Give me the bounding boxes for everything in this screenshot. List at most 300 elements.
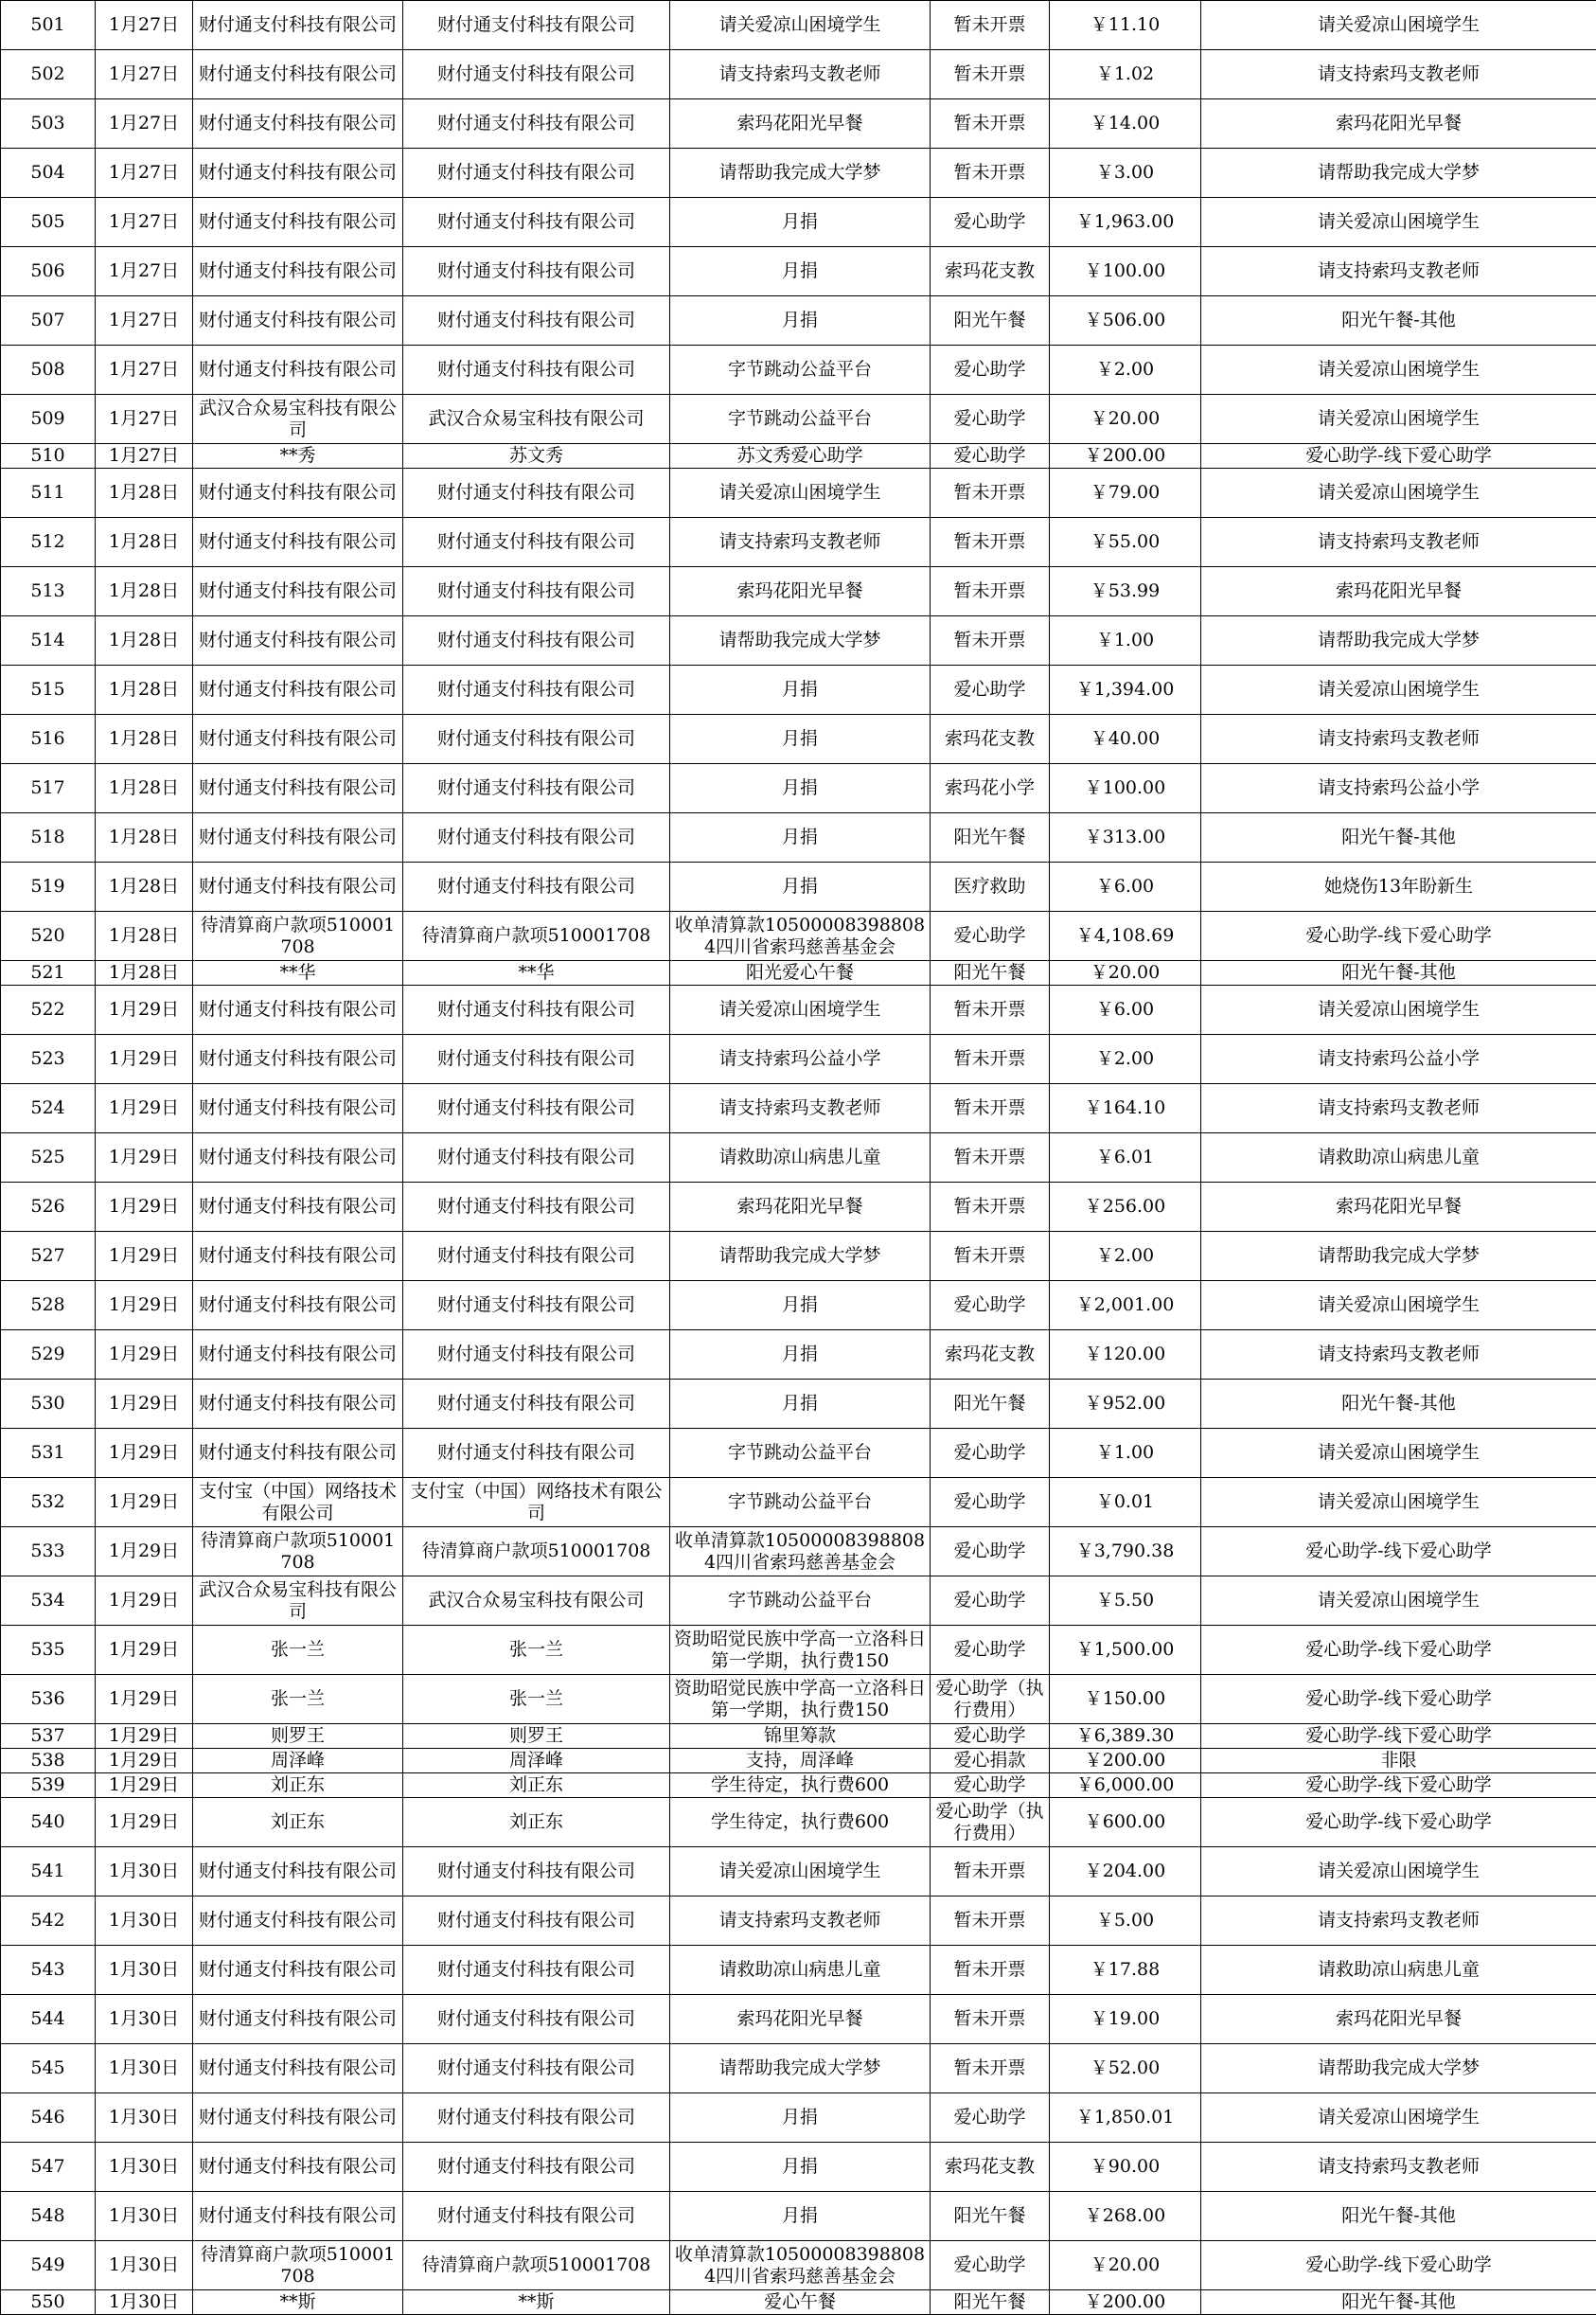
payer-cell: 财付通支付科技有限公司	[193, 2093, 403, 2143]
project-cell: 暂未开票	[931, 1, 1050, 50]
project-cell: 阳光午餐	[931, 296, 1050, 346]
account-name-cell: 财付通支付科技有限公司	[403, 1429, 670, 1478]
purpose-cell: 爱心助学-线下爱心助学	[1201, 1626, 1596, 1675]
memo-cell: 苏文秀爱心助学	[670, 444, 931, 469]
date-cell: 1月29日	[96, 1478, 193, 1527]
purpose-cell: 请支持索玛支教老师	[1201, 50, 1596, 99]
memo-cell: 请关爱凉山困境学生	[670, 1, 931, 50]
table-row	[1, 444, 1596, 469]
table-row	[1, 2192, 1596, 2241]
amount-cell: ￥256.00	[1050, 1183, 1201, 1232]
amount-cell: ￥6,389.30	[1050, 1724, 1201, 1749]
payer-cell: 武汉合众易宝科技有限公司	[193, 395, 403, 444]
amount-cell: ￥204.00	[1050, 1847, 1201, 1897]
row-number-cell: 542	[1, 1897, 96, 1946]
memo-cell: 学生待定，执行费600	[670, 1773, 931, 1798]
memo-cell: 月捐	[670, 2192, 931, 2241]
table-row	[1, 1675, 1596, 1724]
purpose-cell: 请支持索玛支教老师	[1201, 1084, 1596, 1133]
amount-cell: ￥20.00	[1050, 395, 1201, 444]
account-name-cell: 财付通支付科技有限公司	[403, 1133, 670, 1183]
memo-cell: 请关爱凉山困境学生	[670, 1847, 931, 1897]
purpose-cell: 请关爱凉山困境学生	[1201, 2093, 1596, 2143]
amount-cell: ￥2,001.00	[1050, 1281, 1201, 1330]
date-cell: 1月27日	[96, 198, 193, 247]
account-name-cell: 财付通支付科技有限公司	[403, 50, 670, 99]
row-number-cell: 524	[1, 1084, 96, 1133]
purpose-cell: 请帮助我完成大学梦	[1201, 1232, 1596, 1281]
amount-cell: ￥150.00	[1050, 1675, 1201, 1724]
amount-cell: ￥5.50	[1050, 1576, 1201, 1626]
purpose-cell: 请帮助我完成大学梦	[1201, 616, 1596, 666]
row-number-cell: 527	[1, 1232, 96, 1281]
memo-cell: 请关爱凉山困境学生	[670, 986, 931, 1035]
payer-cell: 财付通支付科技有限公司	[193, 666, 403, 715]
memo-cell: 月捐	[670, 1380, 931, 1429]
row-number-cell: 529	[1, 1330, 96, 1380]
memo-cell: 请关爱凉山困境学生	[670, 469, 931, 518]
date-cell: 1月28日	[96, 912, 193, 961]
date-cell: 1月27日	[96, 247, 193, 296]
amount-cell: ￥20.00	[1050, 961, 1201, 986]
payer-cell: 财付通支付科技有限公司	[193, 296, 403, 346]
row-number-cell: 549	[1, 2241, 96, 2290]
memo-cell: 字节跳动公益平台	[670, 1478, 931, 1527]
row-number-cell: 513	[1, 567, 96, 616]
date-cell: 1月28日	[96, 863, 193, 912]
memo-cell: 锦里筹款	[670, 1724, 931, 1749]
date-cell: 1月29日	[96, 986, 193, 1035]
amount-cell: ￥2.00	[1050, 1035, 1201, 1084]
purpose-cell: 请关爱凉山困境学生	[1201, 1, 1596, 50]
project-cell: 暂未开票	[931, 567, 1050, 616]
payer-cell: 财付通支付科技有限公司	[193, 1946, 403, 1995]
memo-cell: 月捐	[670, 764, 931, 813]
row-number-cell: 544	[1, 1995, 96, 2044]
date-cell: 1月30日	[96, 2241, 193, 2290]
date-cell: 1月27日	[96, 346, 193, 395]
date-cell: 1月29日	[96, 1749, 193, 1773]
project-cell: 爱心助学	[931, 912, 1050, 961]
memo-cell: 学生待定，执行费600	[670, 1798, 931, 1847]
project-cell: 爱心助学	[931, 1429, 1050, 1478]
row-number-cell: 533	[1, 1527, 96, 1576]
amount-cell: ￥313.00	[1050, 813, 1201, 863]
ledger-body	[1, 1, 1596, 2315]
memo-cell: 资助昭觉民族中学高一立洛科日 第一学期，执行费150	[670, 1626, 931, 1675]
date-cell: 1月29日	[96, 1183, 193, 1232]
payer-cell: 财付通支付科技有限公司	[193, 567, 403, 616]
purpose-cell: 阳光午餐-其他	[1201, 2192, 1596, 2241]
account-name-cell: 财付通支付科技有限公司	[403, 1995, 670, 2044]
account-name-cell: 财付通支付科技有限公司	[403, 1035, 670, 1084]
table-row	[1, 2093, 1596, 2143]
amount-cell: ￥3,790.38	[1050, 1527, 1201, 1576]
account-name-cell: 财付通支付科技有限公司	[403, 1330, 670, 1380]
row-number-cell: 503	[1, 99, 96, 149]
memo-cell: 请支持索玛公益小学	[670, 1035, 931, 1084]
date-cell: 1月28日	[96, 518, 193, 567]
row-number-cell: 512	[1, 518, 96, 567]
row-number-cell: 538	[1, 1749, 96, 1773]
account-name-cell: 财付通支付科技有限公司	[403, 99, 670, 149]
memo-cell: 月捐	[670, 296, 931, 346]
memo-cell: 收单清算款105000083988084四川省索玛慈善基金会	[670, 2241, 931, 2290]
amount-cell: ￥3.00	[1050, 149, 1201, 198]
row-number-cell: 543	[1, 1946, 96, 1995]
project-cell: 暂未开票	[931, 99, 1050, 149]
account-name-cell: 支付宝（中国）网络技术有限公司	[403, 1478, 670, 1527]
date-cell: 1月30日	[96, 1897, 193, 1946]
purpose-cell: 请救助凉山病患儿童	[1201, 1133, 1596, 1183]
purpose-cell: 请关爱凉山困境学生	[1201, 1576, 1596, 1626]
purpose-cell: 索玛花阳光早餐	[1201, 567, 1596, 616]
payer-cell: 则罗王	[193, 1724, 403, 1749]
project-cell: 爱心助学	[931, 1773, 1050, 1798]
amount-cell: ￥40.00	[1050, 715, 1201, 764]
amount-cell: ￥17.88	[1050, 1946, 1201, 1995]
amount-cell: ￥1,850.01	[1050, 2093, 1201, 2143]
table-row	[1, 149, 1596, 198]
project-cell: 爱心助学（执行费用）	[931, 1798, 1050, 1847]
payer-cell: 财付通支付科技有限公司	[193, 50, 403, 99]
row-number-cell: 514	[1, 616, 96, 666]
payer-cell: 财付通支付科技有限公司	[193, 1, 403, 50]
account-name-cell: 周泽峰	[403, 1749, 670, 1773]
payer-cell: 刘正东	[193, 1798, 403, 1847]
payer-cell: 财付通支付科技有限公司	[193, 1995, 403, 2044]
memo-cell: 请支持索玛支教老师	[670, 50, 931, 99]
date-cell: 1月29日	[96, 1626, 193, 1675]
amount-cell: ￥952.00	[1050, 1380, 1201, 1429]
project-cell: 索玛花支教	[931, 1330, 1050, 1380]
purpose-cell: 请关爱凉山困境学生	[1201, 346, 1596, 395]
date-cell: 1月28日	[96, 715, 193, 764]
row-number-cell: 545	[1, 2044, 96, 2093]
project-cell: 爱心助学	[931, 1626, 1050, 1675]
payer-cell: 财付通支付科技有限公司	[193, 198, 403, 247]
account-name-cell: **斯	[403, 2290, 670, 2315]
project-cell: 暂未开票	[931, 50, 1050, 99]
row-number-cell: 550	[1, 2290, 96, 2315]
table-row	[1, 2044, 1596, 2093]
memo-cell: 请帮助我完成大学梦	[670, 1232, 931, 1281]
account-name-cell: 刘正东	[403, 1773, 670, 1798]
account-name-cell: 财付通支付科技有限公司	[403, 1897, 670, 1946]
account-name-cell: 财付通支付科技有限公司	[403, 149, 670, 198]
account-name-cell: 财付通支付科技有限公司	[403, 1380, 670, 1429]
project-cell: 暂未开票	[931, 1084, 1050, 1133]
purpose-cell: 爱心助学-线下爱心助学	[1201, 1675, 1596, 1724]
purpose-cell: 爱心助学-线下爱心助学	[1201, 1798, 1596, 1847]
table-row	[1, 1330, 1596, 1380]
date-cell: 1月30日	[96, 1946, 193, 1995]
row-number-cell: 546	[1, 2093, 96, 2143]
payer-cell: 张一兰	[193, 1675, 403, 1724]
account-name-cell: 财付通支付科技有限公司	[403, 616, 670, 666]
payer-cell: 财付通支付科技有限公司	[193, 247, 403, 296]
row-number-cell: 520	[1, 912, 96, 961]
payer-cell: 刘正东	[193, 1773, 403, 1798]
date-cell: 1月30日	[96, 2093, 193, 2143]
date-cell: 1月30日	[96, 2290, 193, 2315]
amount-cell: ￥1.00	[1050, 616, 1201, 666]
account-name-cell: 财付通支付科技有限公司	[403, 1084, 670, 1133]
payer-cell: 财付通支付科技有限公司	[193, 518, 403, 567]
row-number-cell: 526	[1, 1183, 96, 1232]
date-cell: 1月27日	[96, 50, 193, 99]
payer-cell: 财付通支付科技有限公司	[193, 2143, 403, 2192]
row-number-cell: 531	[1, 1429, 96, 1478]
date-cell: 1月28日	[96, 616, 193, 666]
purpose-cell: 爱心助学-线下爱心助学	[1201, 912, 1596, 961]
purpose-cell: 请关爱凉山困境学生	[1201, 1429, 1596, 1478]
project-cell: 爱心助学	[931, 1281, 1050, 1330]
account-name-cell: 财付通支付科技有限公司	[403, 1183, 670, 1232]
table-row	[1, 1281, 1596, 1330]
account-name-cell: 财付通支付科技有限公司	[403, 715, 670, 764]
table-row	[1, 1773, 1596, 1798]
payer-cell: 待清算商户款项510001708	[193, 1527, 403, 1576]
date-cell: 1月29日	[96, 1527, 193, 1576]
amount-cell: ￥200.00	[1050, 1749, 1201, 1773]
row-number-cell: 536	[1, 1675, 96, 1724]
project-cell: 暂未开票	[931, 1995, 1050, 2044]
amount-cell: ￥14.00	[1050, 99, 1201, 149]
table-row	[1, 1724, 1596, 1749]
row-number-cell: 532	[1, 1478, 96, 1527]
amount-cell: ￥53.99	[1050, 567, 1201, 616]
purpose-cell: 请支持索玛公益小学	[1201, 764, 1596, 813]
account-name-cell: 张一兰	[403, 1626, 670, 1675]
date-cell: 1月29日	[96, 1281, 193, 1330]
table-row	[1, 961, 1596, 986]
amount-cell: ￥6.01	[1050, 1133, 1201, 1183]
memo-cell: 月捐	[670, 247, 931, 296]
table-row	[1, 296, 1596, 346]
amount-cell: ￥164.10	[1050, 1084, 1201, 1133]
purpose-cell: 请支持索玛支教老师	[1201, 518, 1596, 567]
memo-cell: 索玛花阳光早餐	[670, 99, 931, 149]
row-number-cell: 509	[1, 395, 96, 444]
project-cell: 暂未开票	[931, 2044, 1050, 2093]
row-number-cell: 528	[1, 1281, 96, 1330]
row-number-cell: 518	[1, 813, 96, 863]
account-name-cell: 苏文秀	[403, 444, 670, 469]
table-row	[1, 247, 1596, 296]
amount-cell: ￥20.00	[1050, 2241, 1201, 2290]
memo-cell: 字节跳动公益平台	[670, 346, 931, 395]
purpose-cell: 非限	[1201, 1749, 1596, 1773]
table-row	[1, 395, 1596, 444]
account-name-cell: 待清算商户款项510001708	[403, 912, 670, 961]
table-row	[1, 99, 1596, 149]
row-number-cell: 537	[1, 1724, 96, 1749]
date-cell: 1月27日	[96, 1, 193, 50]
project-cell: 暂未开票	[931, 1232, 1050, 1281]
date-cell: 1月29日	[96, 1380, 193, 1429]
project-cell: 索玛花支教	[931, 715, 1050, 764]
memo-cell: 请支持索玛支教老师	[670, 518, 931, 567]
project-cell: 爱心助学	[931, 666, 1050, 715]
row-number-cell: 547	[1, 2143, 96, 2192]
payer-cell: 财付通支付科技有限公司	[193, 1035, 403, 1084]
memo-cell: 月捐	[670, 666, 931, 715]
date-cell: 1月28日	[96, 961, 193, 986]
table-row	[1, 1, 1596, 50]
project-cell: 暂未开票	[931, 1133, 1050, 1183]
project-cell: 爱心助学	[931, 346, 1050, 395]
table-row	[1, 1527, 1596, 1576]
row-number-cell: 516	[1, 715, 96, 764]
payer-cell: 财付通支付科技有限公司	[193, 2192, 403, 2241]
amount-cell: ￥6.00	[1050, 863, 1201, 912]
project-cell: 暂未开票	[931, 1946, 1050, 1995]
account-name-cell: 刘正东	[403, 1798, 670, 1847]
account-name-cell: **华	[403, 961, 670, 986]
table-row	[1, 2143, 1596, 2192]
date-cell: 1月27日	[96, 99, 193, 149]
amount-cell: ￥120.00	[1050, 1330, 1201, 1380]
row-number-cell: 506	[1, 247, 96, 296]
date-cell: 1月30日	[96, 1847, 193, 1897]
payer-cell: 财付通支付科技有限公司	[193, 1232, 403, 1281]
date-cell: 1月30日	[96, 2044, 193, 2093]
table-row	[1, 1035, 1596, 1084]
row-number-cell: 523	[1, 1035, 96, 1084]
purpose-cell: 请支持索玛支教老师	[1201, 715, 1596, 764]
memo-cell: 月捐	[670, 1330, 931, 1380]
payer-cell: 待清算商户款项510001708	[193, 912, 403, 961]
table-row	[1, 1995, 1596, 2044]
date-cell: 1月30日	[96, 1995, 193, 2044]
account-name-cell: 财付通支付科技有限公司	[403, 863, 670, 912]
purpose-cell: 爱心助学-线下爱心助学	[1201, 1724, 1596, 1749]
project-cell: 爱心助学	[931, 2241, 1050, 2290]
account-name-cell: 财付通支付科技有限公司	[403, 1847, 670, 1897]
purpose-cell: 阳光午餐-其他	[1201, 1380, 1596, 1429]
memo-cell: 月捐	[670, 813, 931, 863]
amount-cell: ￥100.00	[1050, 247, 1201, 296]
amount-cell: ￥52.00	[1050, 2044, 1201, 2093]
row-number-cell: 504	[1, 149, 96, 198]
date-cell: 1月29日	[96, 1675, 193, 1724]
project-cell: 爱心助学	[931, 1527, 1050, 1576]
date-cell: 1月28日	[96, 567, 193, 616]
memo-cell: 索玛花阳光早餐	[670, 1995, 931, 2044]
purpose-cell: 请支持索玛支教老师	[1201, 1330, 1596, 1380]
account-name-cell: 财付通支付科技有限公司	[403, 666, 670, 715]
purpose-cell: 爱心助学-线下爱心助学	[1201, 2241, 1596, 2290]
memo-cell: 资助昭觉民族中学高一立洛科日 第一学期，执行费150	[670, 1675, 931, 1724]
table-row	[1, 1084, 1596, 1133]
memo-cell: 请救助凉山病患儿童	[670, 1946, 931, 1995]
date-cell: 1月29日	[96, 1330, 193, 1380]
account-name-cell: 则罗王	[403, 1724, 670, 1749]
project-cell: 医疗救助	[931, 863, 1050, 912]
date-cell: 1月29日	[96, 1724, 193, 1749]
table-row	[1, 1576, 1596, 1626]
project-cell: 暂未开票	[931, 149, 1050, 198]
row-number-cell: 519	[1, 863, 96, 912]
account-name-cell: 财付通支付科技有限公司	[403, 1281, 670, 1330]
date-cell: 1月29日	[96, 1035, 193, 1084]
row-number-cell: 510	[1, 444, 96, 469]
purpose-cell: 请关爱凉山困境学生	[1201, 469, 1596, 518]
payer-cell: 财付通支付科技有限公司	[193, 813, 403, 863]
account-name-cell: 财付通支付科技有限公司	[403, 2044, 670, 2093]
account-name-cell: 武汉合众易宝科技有限公司	[403, 1576, 670, 1626]
amount-cell: ￥200.00	[1050, 2290, 1201, 2315]
row-number-cell: 540	[1, 1798, 96, 1847]
payer-cell: 财付通支付科技有限公司	[193, 715, 403, 764]
payer-cell: 财付通支付科技有限公司	[193, 346, 403, 395]
amount-cell: ￥1,500.00	[1050, 1626, 1201, 1675]
purpose-cell: 索玛花阳光早餐	[1201, 99, 1596, 149]
account-name-cell: 武汉合众易宝科技有限公司	[403, 395, 670, 444]
purpose-cell: 请支持索玛支教老师	[1201, 2143, 1596, 2192]
amount-cell: ￥1,963.00	[1050, 198, 1201, 247]
table-row	[1, 518, 1596, 567]
account-name-cell: 财付通支付科技有限公司	[403, 1, 670, 50]
memo-cell: 月捐	[670, 715, 931, 764]
project-cell: 阳光午餐	[931, 2290, 1050, 2315]
payer-cell: 财付通支付科技有限公司	[193, 616, 403, 666]
payer-cell: 财付通支付科技有限公司	[193, 764, 403, 813]
date-cell: 1月29日	[96, 1576, 193, 1626]
row-number-cell: 548	[1, 2192, 96, 2241]
account-name-cell: 财付通支付科技有限公司	[403, 813, 670, 863]
account-name-cell: 财付通支付科技有限公司	[403, 346, 670, 395]
payer-cell: 财付通支付科技有限公司	[193, 1330, 403, 1380]
table-row	[1, 567, 1596, 616]
purpose-cell: 请支持索玛公益小学	[1201, 1035, 1596, 1084]
purpose-cell: 索玛花阳光早餐	[1201, 1183, 1596, 1232]
purpose-cell: 请关爱凉山困境学生	[1201, 1281, 1596, 1330]
project-cell: 暂未开票	[931, 616, 1050, 666]
purpose-cell: 阳光午餐-其他	[1201, 813, 1596, 863]
date-cell: 1月27日	[96, 395, 193, 444]
purpose-cell: 索玛花阳光早餐	[1201, 1995, 1596, 2044]
amount-cell: ￥100.00	[1050, 764, 1201, 813]
payer-cell: **秀	[193, 444, 403, 469]
purpose-cell: 阳光午餐-其他	[1201, 2290, 1596, 2315]
date-cell: 1月28日	[96, 469, 193, 518]
amount-cell: ￥6,000.00	[1050, 1773, 1201, 1798]
row-number-cell: 535	[1, 1626, 96, 1675]
row-number-cell: 521	[1, 961, 96, 986]
account-name-cell: 待清算商户款项510001708	[403, 2241, 670, 2290]
memo-cell: 请救助凉山病患儿童	[670, 1133, 931, 1183]
amount-cell: ￥1,394.00	[1050, 666, 1201, 715]
amount-cell: ￥5.00	[1050, 1897, 1201, 1946]
date-cell: 1月27日	[96, 444, 193, 469]
amount-cell: ￥600.00	[1050, 1798, 1201, 1847]
purpose-cell: 请帮助我完成大学梦	[1201, 2044, 1596, 2093]
project-cell: 暂未开票	[931, 1897, 1050, 1946]
table-row	[1, 986, 1596, 1035]
date-cell: 1月28日	[96, 764, 193, 813]
purpose-cell: 请关爱凉山困境学生	[1201, 198, 1596, 247]
memo-cell: 请帮助我完成大学梦	[670, 616, 931, 666]
memo-cell: 收单清算款105000083988084四川省索玛慈善基金会	[670, 1527, 931, 1576]
memo-cell: 字节跳动公益平台	[670, 1576, 931, 1626]
table-row	[1, 616, 1596, 666]
account-name-cell: 财付通支付科技有限公司	[403, 1232, 670, 1281]
project-cell: 暂未开票	[931, 518, 1050, 567]
date-cell: 1月29日	[96, 1232, 193, 1281]
amount-cell: ￥1.02	[1050, 50, 1201, 99]
